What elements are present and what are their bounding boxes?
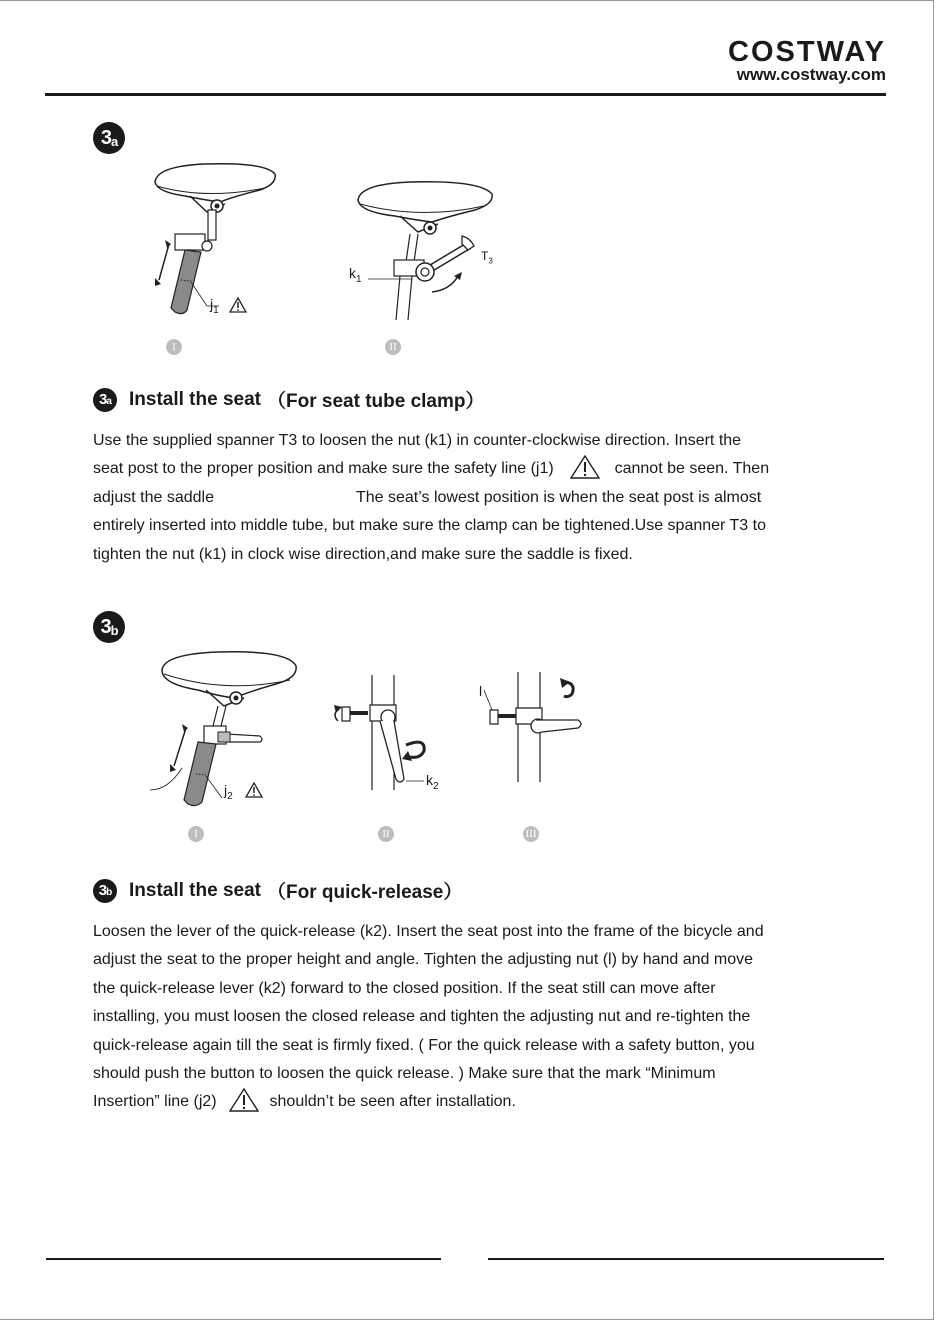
label-j2: $j_2$ bbox=[224, 782, 233, 802]
footer-rule-left bbox=[46, 1258, 441, 1260]
label-t3: $T_3$ bbox=[481, 249, 493, 266]
section-title: Install the seat bbox=[129, 388, 261, 410]
figure-3b-3-adjusting-nut bbox=[480, 672, 590, 782]
step-3a-badge-small: 3 a bbox=[93, 388, 117, 412]
warning-icon bbox=[229, 297, 247, 313]
figure-roman-2: II bbox=[385, 339, 401, 355]
warning-icon bbox=[570, 455, 600, 479]
label-k1: $k_1$ bbox=[349, 265, 362, 285]
label-j1: $j_1$ bbox=[210, 296, 219, 316]
section-title-paren: （For quick-release） bbox=[267, 882, 463, 903]
figure-roman-2: II bbox=[378, 826, 394, 842]
brand-url: www.costway.com bbox=[736, 65, 886, 84]
figure-roman-1: I bbox=[188, 826, 204, 842]
step-3b-badge-small: 3 b bbox=[93, 879, 117, 903]
section-title-paren: （For seat tube clamp） bbox=[267, 391, 485, 412]
label-l: l bbox=[479, 683, 483, 699]
figure-roman-3: III bbox=[523, 826, 539, 842]
figure-3b-2-quick-release-lever bbox=[330, 675, 440, 790]
footer-rule-right bbox=[488, 1258, 884, 1260]
page-border-right bbox=[933, 0, 934, 1320]
figure-roman-1: I bbox=[166, 339, 182, 355]
header-rule bbox=[45, 93, 886, 96]
warning-icon bbox=[229, 1088, 259, 1112]
brand-logo: COSTWAY bbox=[728, 36, 886, 68]
page-border-top bbox=[0, 0, 934, 1]
step-3a-badge: 3 a bbox=[93, 122, 125, 154]
label-k2: $k_2$ bbox=[426, 772, 439, 792]
warning-icon bbox=[245, 782, 263, 798]
instructions-3b: Loosen the lever of the quick-release (k2). Insert the seat post into the frame of the bicycle and adjust the seat to the proper height and angle. Tighten the adjusting nut (l) by hand and move the quick-release lever (k2) forward to the closed position. If the seat still can move after installing, you must loosen the closed release and tighten the adjusting nut and re-tighten the quick-release again till the seat is firmly fixed. ( For the quick release with a safety button, you should push the button to loosen the quick release. ) Make sure that the mark “Minimum Insertion” line (j2) shouldn’t be seen after installation. bbox=[93, 923, 764, 1111]
section-title: Install the seat bbox=[129, 879, 261, 901]
section-heading-3a bbox=[93, 386, 485, 413]
page-border-bottom bbox=[0, 1319, 934, 1320]
figure-3a-2-spanner bbox=[350, 180, 500, 320]
step-3b-badge: 3 b bbox=[93, 611, 125, 643]
section-heading-3b bbox=[93, 877, 462, 904]
instructions-3a: Use the supplied spanner T3 to loosen the nut (k1) in counter-clockwise direction. Insert the seat post to the proper position and make sure the safety line (j1) cannot be seen. Then adjust the saddle The seat’s lowest position is when the seat post is almost entirely inserted into middle tube, but make sure the clamp can be tightened.Use spanner T3 to tighten the nut (k1) in clock wise direction,and make sure the saddle is fixed. bbox=[93, 432, 770, 563]
